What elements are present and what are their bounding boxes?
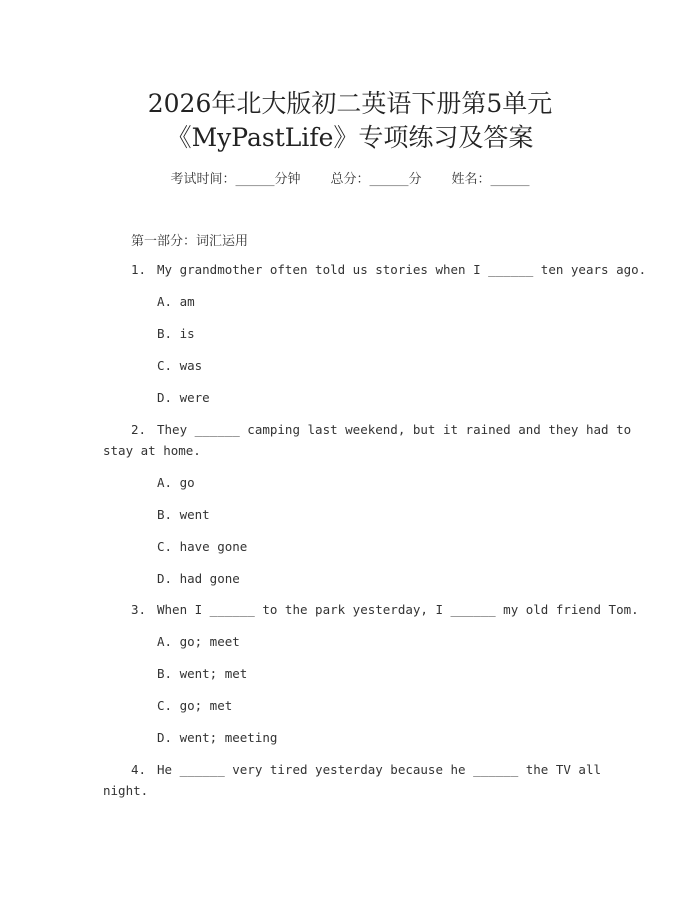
question-text-continuation: night. [103, 783, 149, 798]
question-text: They ______ camping last weekend, but it rained and they had to [157, 422, 632, 437]
question-number: 4. [131, 762, 147, 777]
document-title-line-2: 《MyPastLife》专项练习及答案 [166, 123, 534, 152]
question-text: When I ______ to the park yesterday, I ______ my old friend Tom. [157, 602, 639, 617]
exam-score-field: 总分：______分 [330, 172, 422, 187]
section-heading: 第一部分：词汇运用 [131, 234, 249, 249]
answer-option: D. had gone [157, 571, 240, 586]
question-text: My grandmother often told us stories when I ______ ten years ago. [157, 262, 647, 277]
answer-option: C. go; met [157, 698, 233, 713]
exam-time-field: 考试时间：______分钟 [170, 172, 301, 187]
answer-option: A. am [157, 294, 195, 309]
question-text: He ______ very tired yesterday because he ______ the TV all [157, 762, 602, 777]
answer-option: B. is [157, 326, 195, 341]
question-number: 2. [131, 422, 147, 437]
exam-info [0, 168, 700, 187]
question-text-continuation: stay at home. [103, 443, 201, 458]
answer-option: C. have gone [157, 539, 248, 554]
answer-option: B. went [157, 507, 210, 522]
answer-option: A. go [157, 475, 195, 490]
answer-option: D. went; meeting [157, 730, 278, 745]
answer-option: A. go; meet [157, 634, 240, 649]
question-number: 3. [131, 602, 147, 617]
exam-name-field: 姓名：______ [451, 172, 530, 187]
question-number: 1. [131, 262, 147, 277]
answer-option: C. was [157, 358, 203, 373]
answer-option: B. went; met [157, 666, 248, 681]
document-title-line-1: 2026年北大版初二英语下册第5单元 [147, 89, 553, 118]
answer-option: D. were [157, 390, 210, 405]
